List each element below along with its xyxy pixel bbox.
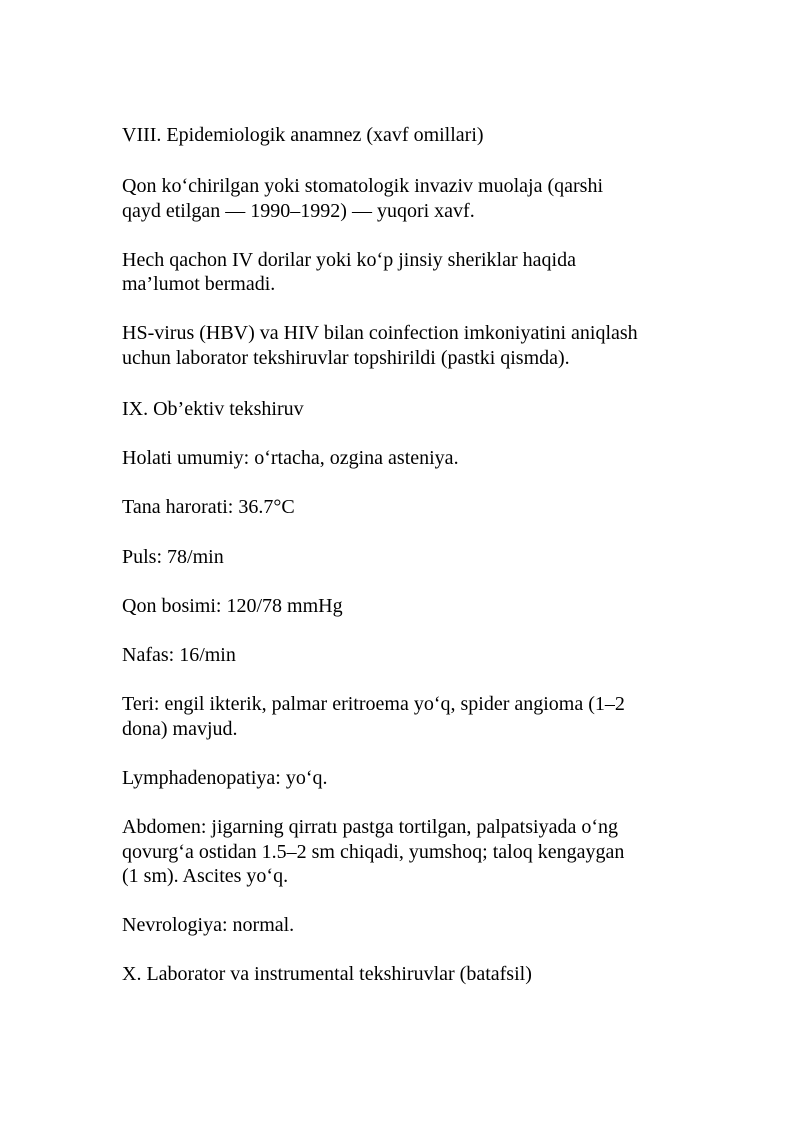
paragraph-line: dona) mavjud. (122, 718, 238, 740)
paragraph-line: Nevrologiya: normal. (122, 914, 295, 936)
paragraph-line: Teri: engil ikterik, palmar eritroema yo‘q, spider angioma (1–2 (122, 693, 625, 715)
paragraph-line: Puls: 78/min (122, 546, 224, 568)
paragraph-line: qovurg‘a ostidan 1.5–2 sm chiqadi, yumshoq; taloq kengaygan (122, 841, 625, 863)
paragraph-line: Nafas: 16/min (122, 644, 236, 666)
paragraph-line: ma’lumot bermadi. (122, 273, 276, 295)
paragraph-line: Holati umumiy: o‘rtacha, ozgina asteniya. (122, 447, 459, 469)
section-heading-objective-exam: IX. Ob’ektiv tekshiruv (122, 398, 304, 420)
paragraph-line: HS-virus (HBV) va HIV bilan coinfection imkoniyatini aniqlash (122, 322, 638, 344)
paragraph-line: Qon bosimi: 120/78 mmHg (122, 595, 343, 617)
paragraph-line: Tana harorati: 36.7°C (122, 496, 295, 518)
section-heading-lab-tests: X. Laborator va instrumental tekshiruvlar (batafsil) (122, 963, 532, 985)
paragraph-line: qayd etilgan — 1990–1992) — yuqori xavf. (122, 200, 475, 222)
paragraph-line: Lymphadenopatiya: yo‘q. (122, 767, 328, 789)
paragraph-line: uchun laborator tekshiruvlar topshirildi (pastki qismda). (122, 347, 570, 369)
paragraph-line: (1 sm). Ascites yo‘q. (122, 865, 289, 887)
paragraph-line: Abdomen: jigarning qirratı pastga tortilgan, palpatsiyada o‘ng (122, 816, 618, 838)
paragraph-line: Qon ko‘chirilgan yoki stomatologik invaziv muolaja (qarshi (122, 175, 604, 197)
paragraph-line: Hech qachon IV dorilar yoki ko‘p jinsiy sheriklar haqida (122, 249, 576, 271)
section-heading-epidemiology: VIII. Epidemiologik anamnez (xavf omillari) (122, 124, 484, 146)
